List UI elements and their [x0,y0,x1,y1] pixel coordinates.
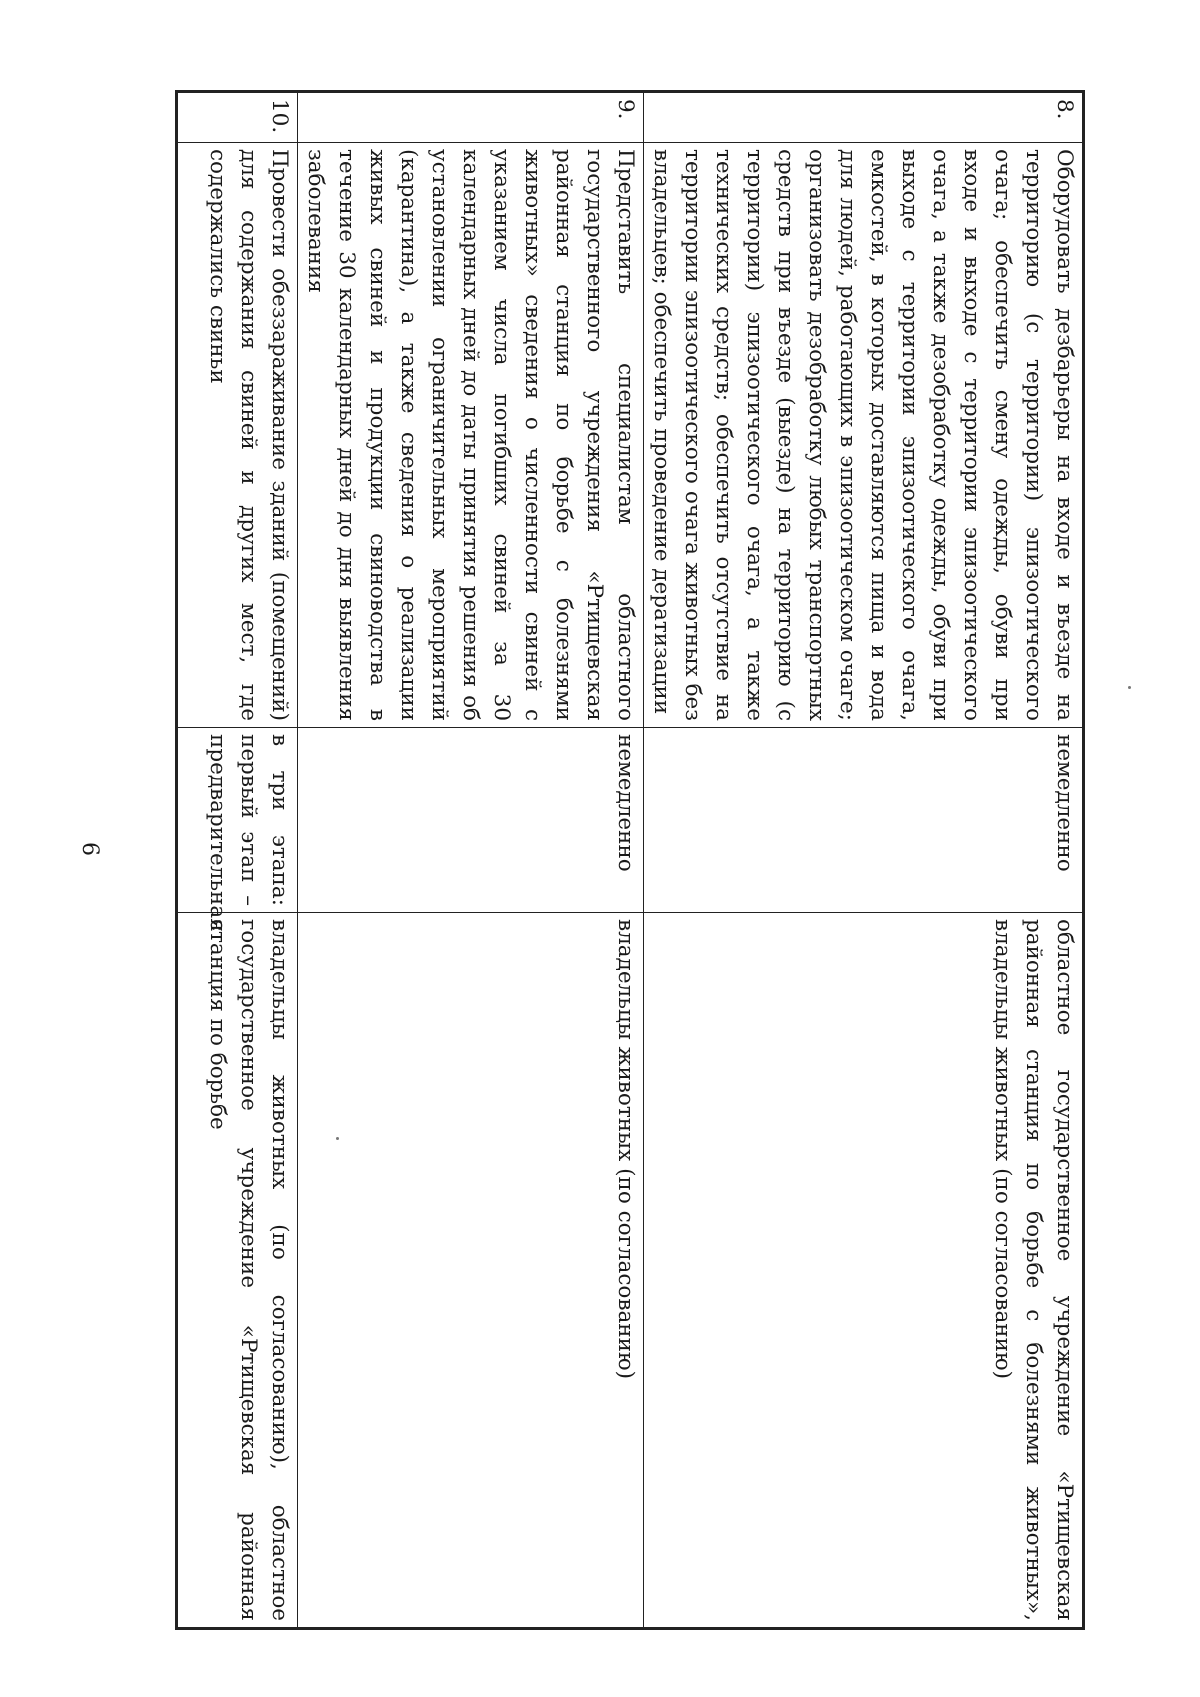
table-row [178,93,298,1628]
row-number: 9. [298,93,644,143]
measures-table-grid [177,92,1083,1628]
row-number: 10. [178,93,298,143]
table-row [298,93,644,1628]
measures-table [175,90,1085,1630]
row-action: Представить специалистам областного государственного учреждения «Ртищевская районная станция по борьбе с болезнями животных» сведения о численности свиней с указанием числа погибших свиней за 30 календарных дней до даты принятия решения об установлении ограничительных мероприятий (карантина), а также сведения о реализации живых свиней и продукции свиноводства в течение 30 календарных дней до дня выявления заболевания [298,143,644,728]
row-action: Провести обеззараживание зданий (помещений) для содержания свиней и других мест, где содержались свиньи [178,143,298,728]
scan-speck [336,1137,339,1140]
row-responsible: владельцы животных (по согласованию) [298,913,644,1628]
row-action: Оборудовать дезбарьеры на входе и въезде на территорию (с территории) эпизоотического очага; обеспечить смену одежды, обуви при входе и выходе с территории эпизоотического очага, а также дезобработку одежды, обуви при выходе с территории эпизоотического очага, емкостей, в которых доставляются пища и вода для людей, работающих в эпизоотическом очаге; организовать дезобработку любых транспортных средств при въезде (выезде) на территорию (с территории) эпизоотического очага, а также технических средств; обеспечить отсутствие на территории эпизоотического очага животных без владельцев; обеспечить проведение дератизации [644,143,1083,728]
row-responsible: областное государственное учреждение «Ртищевская районная станция по борьбе с болезнями животных», владельцы животных (по согласованию) [644,913,1083,1628]
scan-speck [1128,686,1131,689]
page-number: 6 [77,842,102,856]
row-term: немедленно [298,728,644,913]
table-row [644,93,1083,1628]
row-responsible: владельцы животных (по согласованию), областное государственное учреждение «Ртищевская районная станция по борьбе [178,913,298,1628]
row-term: в три этапа: первый этап – предварительная [178,728,298,913]
row-term: немедленно [644,728,1083,913]
row-number: 8. [644,93,1083,143]
